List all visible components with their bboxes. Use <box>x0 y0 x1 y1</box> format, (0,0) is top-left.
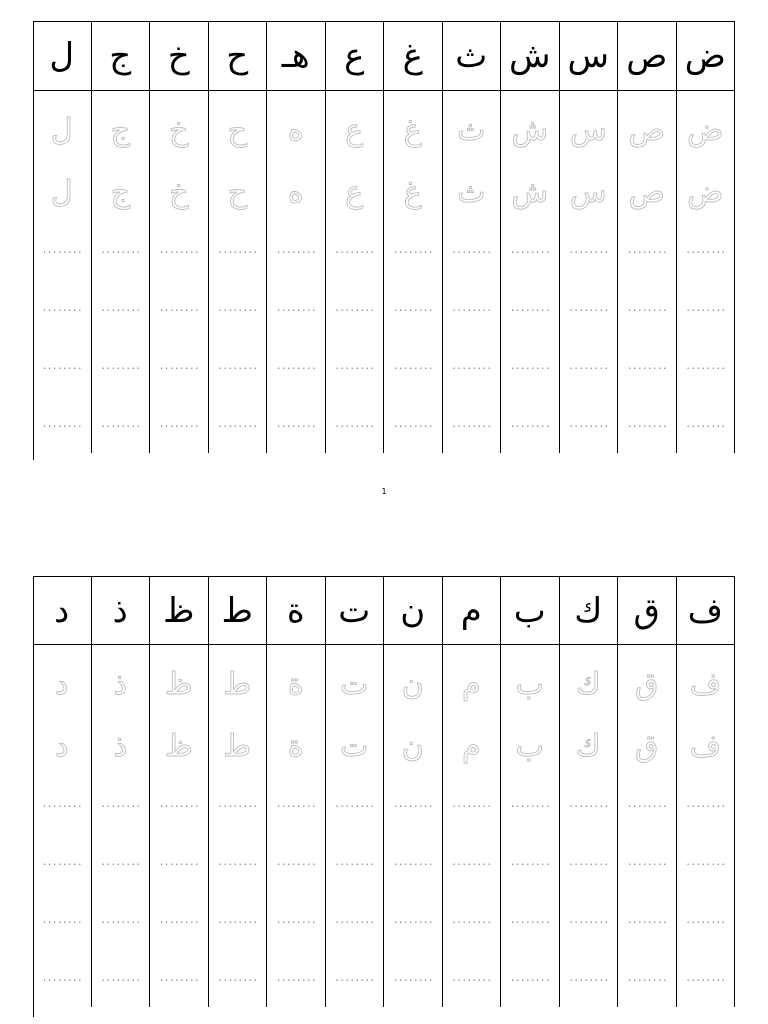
writing-blank-cell[interactable]: ........ <box>33 833 92 891</box>
writing-blank-cell[interactable]: ........ <box>560 395 619 453</box>
writing-row <box>34 337 735 395</box>
writing-blank-cell[interactable]: ........ <box>209 337 268 395</box>
trace-letter-cell[interactable]: ح <box>209 163 268 221</box>
writing-blank-cell[interactable]: ........ <box>326 775 385 833</box>
trace-letter-cell[interactable]: خ <box>150 163 209 221</box>
writing-row <box>34 279 735 337</box>
writing-blank-cell[interactable]: ........ <box>33 891 92 949</box>
writing-blank-cell[interactable]: ........ <box>267 279 326 337</box>
writing-blank-cell[interactable]: ........ <box>677 775 736 833</box>
header-row <box>34 577 735 645</box>
trace-letter-cell[interactable]: ض <box>677 163 736 221</box>
trace-letter-cell[interactable]: ش <box>501 163 560 221</box>
writing-blank-cell[interactable]: ........ <box>33 395 92 453</box>
writing-blank-cell[interactable]: ........ <box>384 395 443 453</box>
trace-letter-cell[interactable]: م <box>443 645 502 717</box>
trace-letter-cell[interactable]: م <box>443 717 502 775</box>
writing-blank-cell[interactable]: ........ <box>326 891 385 949</box>
trace-letter-cell[interactable]: ل <box>33 163 92 221</box>
writing-blank-cell[interactable]: ........ <box>150 833 209 891</box>
writing-blank-cell[interactable]: ........ <box>501 337 560 395</box>
trace-letter-cell[interactable]: ص <box>618 163 677 221</box>
letter-header-cell: س <box>560 22 619 90</box>
writing-row <box>34 775 735 833</box>
trace-letter-cell[interactable]: ف <box>677 645 736 717</box>
writing-blank-cell[interactable]: ........ <box>443 279 502 337</box>
trace-letter-cell[interactable]: ك <box>560 645 619 717</box>
letter-header-cell: ح <box>209 22 268 90</box>
writing-blank-cell[interactable]: ........ <box>501 395 560 453</box>
letter-header-cell: ص <box>618 22 677 90</box>
writing-blank-cell[interactable]: ........ <box>150 395 209 453</box>
writing-row <box>34 395 735 453</box>
writing-blank-cell[interactable]: ........ <box>560 279 619 337</box>
writing-blank-cell[interactable]: ........ <box>209 395 268 453</box>
trace-letter-cell[interactable]: ق <box>618 645 677 717</box>
trace-letter-cell[interactable]: ب <box>501 645 560 717</box>
writing-blank-cell[interactable]: ........ <box>33 279 92 337</box>
writing-blank-cell[interactable]: ........ <box>384 833 443 891</box>
trace-letter-cell[interactable]: ظ <box>150 717 209 775</box>
trace-letter-cell[interactable]: ذ <box>92 645 151 717</box>
trace-row <box>34 717 735 775</box>
trace-letter-cell[interactable]: ج <box>92 163 151 221</box>
writing-blank-cell[interactable]: ........ <box>384 949 443 1007</box>
writing-blank-cell[interactable]: ........ <box>209 279 268 337</box>
writing-blank-cell[interactable]: ........ <box>677 279 736 337</box>
writing-blank-cell[interactable]: ........ <box>92 891 151 949</box>
writing-blank-cell[interactable]: ........ <box>92 337 151 395</box>
letter-header-cell: ث <box>443 22 502 90</box>
writing-blank-cell[interactable]: ........ <box>384 337 443 395</box>
trace-letter-cell[interactable]: ع <box>326 163 385 221</box>
trace-letter-cell[interactable]: ص <box>618 91 677 163</box>
writing-blank-cell[interactable]: ........ <box>560 949 619 1007</box>
trace-letter-cell[interactable]: س <box>560 163 619 221</box>
trace-letter-cell[interactable]: ه <box>267 163 326 221</box>
writing-blank-cell[interactable]: ........ <box>618 395 677 453</box>
trace-letter-cell[interactable]: د <box>33 645 92 717</box>
writing-blank-cell[interactable]: ........ <box>618 949 677 1007</box>
writing-blank-cell[interactable]: ........ <box>501 833 560 891</box>
writing-blank-cell[interactable]: ........ <box>33 221 92 279</box>
page-number: 1 <box>381 487 387 496</box>
writing-blank-cell[interactable]: ........ <box>267 221 326 279</box>
writing-blank-cell[interactable]: ........ <box>618 279 677 337</box>
writing-blank-cell[interactable]: ........ <box>443 949 502 1007</box>
writing-row <box>34 891 735 949</box>
trace-letter-cell[interactable]: ط <box>209 645 268 717</box>
trace-letter-cell[interactable]: ه <box>267 91 326 163</box>
writing-blank-cell[interactable]: ........ <box>209 891 268 949</box>
writing-blank-cell[interactable]: ........ <box>501 279 560 337</box>
writing-blank-cell[interactable]: ........ <box>443 891 502 949</box>
writing-blank-cell[interactable]: ........ <box>33 949 92 1007</box>
trace-letter-cell[interactable]: ة <box>267 717 326 775</box>
writing-blank-cell[interactable]: ........ <box>560 775 619 833</box>
writing-blank-cell[interactable]: ........ <box>267 337 326 395</box>
letter-header-cell: ك <box>560 577 619 644</box>
letter-header-cell: ض <box>677 22 736 90</box>
writing-blank-cell[interactable]: ........ <box>384 279 443 337</box>
writing-blank-cell[interactable]: ........ <box>501 221 560 279</box>
writing-blank-cell[interactable]: ........ <box>209 221 268 279</box>
trace-letter-cell[interactable]: ن <box>384 717 443 775</box>
trace-letter-cell[interactable]: ح <box>209 91 268 163</box>
writing-blank-cell[interactable]: ........ <box>677 833 736 891</box>
writing-blank-cell[interactable]: ........ <box>677 337 736 395</box>
trace-letter-cell[interactable]: ل <box>33 91 92 163</box>
trace-row <box>34 163 735 221</box>
writing-blank-cell[interactable]: ........ <box>443 395 502 453</box>
writing-blank-cell[interactable]: ........ <box>150 775 209 833</box>
writing-blank-cell[interactable]: ........ <box>560 891 619 949</box>
trace-letter-cell[interactable]: خ <box>150 91 209 163</box>
writing-blank-cell[interactable]: ........ <box>501 949 560 1007</box>
writing-blank-cell[interactable]: ........ <box>92 833 151 891</box>
letter-header-cell: م <box>443 577 502 644</box>
trace-letter-cell[interactable]: ع <box>326 91 385 163</box>
letter-header-cell: ذ <box>92 577 151 644</box>
writing-blank-cell[interactable]: ........ <box>443 337 502 395</box>
writing-blank-cell[interactable]: ........ <box>267 775 326 833</box>
writing-blank-cell[interactable]: ........ <box>618 833 677 891</box>
writing-blank-cell[interactable]: ........ <box>92 221 151 279</box>
writing-blank-cell[interactable]: ........ <box>677 395 736 453</box>
bottom-practice-table <box>33 576 735 1017</box>
letter-header-cell: ف <box>677 577 736 644</box>
writing-blank-cell[interactable]: ........ <box>443 833 502 891</box>
writing-blank-cell[interactable]: ........ <box>326 833 385 891</box>
letter-header-cell: ن <box>384 577 443 644</box>
writing-row <box>34 949 735 1007</box>
top-practice-table <box>33 21 735 460</box>
writing-blank-cell[interactable]: ........ <box>677 891 736 949</box>
trace-row <box>34 645 735 717</box>
letter-header-cell: هـ <box>267 22 326 90</box>
writing-blank-cell[interactable]: ........ <box>560 221 619 279</box>
writing-blank-cell[interactable]: ........ <box>267 395 326 453</box>
writing-blank-cell[interactable]: ........ <box>677 949 736 1007</box>
writing-blank-cell[interactable]: ........ <box>560 337 619 395</box>
writing-blank-cell[interactable]: ........ <box>501 775 560 833</box>
writing-blank-cell[interactable]: ........ <box>326 395 385 453</box>
letter-header-cell: غ <box>384 22 443 90</box>
writing-blank-cell[interactable]: ........ <box>618 891 677 949</box>
trace-letter-cell[interactable]: ش <box>501 91 560 163</box>
trace-letter-cell[interactable]: غ <box>384 91 443 163</box>
writing-blank-cell[interactable]: ........ <box>326 221 385 279</box>
writing-blank-cell[interactable]: ........ <box>618 337 677 395</box>
writing-blank-cell[interactable]: ........ <box>618 221 677 279</box>
writing-blank-cell[interactable]: ........ <box>618 775 677 833</box>
letter-header-cell: ت <box>326 577 385 644</box>
writing-blank-cell[interactable]: ........ <box>92 395 151 453</box>
letter-header-cell: ش <box>501 22 560 90</box>
trace-row <box>34 91 735 163</box>
trace-letter-cell[interactable]: ت <box>326 717 385 775</box>
trace-letter-cell[interactable]: ت <box>326 645 385 717</box>
writing-blank-cell[interactable]: ........ <box>384 775 443 833</box>
writing-blank-cell[interactable]: ........ <box>384 891 443 949</box>
writing-blank-cell[interactable]: ........ <box>209 949 268 1007</box>
letter-header-cell: ج <box>92 22 151 90</box>
trace-letter-cell[interactable]: د <box>33 717 92 775</box>
writing-blank-cell[interactable]: ........ <box>33 337 92 395</box>
letter-header-cell: ط <box>209 577 268 644</box>
writing-blank-cell[interactable]: ........ <box>150 891 209 949</box>
trace-letter-cell[interactable]: ث <box>443 91 502 163</box>
writing-blank-cell[interactable]: ........ <box>209 833 268 891</box>
trace-letter-cell[interactable]: ة <box>267 645 326 717</box>
trace-letter-cell[interactable]: ض <box>677 91 736 163</box>
writing-blank-cell[interactable]: ........ <box>33 775 92 833</box>
trace-letter-cell[interactable]: س <box>560 91 619 163</box>
trace-letter-cell[interactable]: ف <box>677 717 736 775</box>
letter-header-cell: ب <box>501 577 560 644</box>
writing-blank-cell[interactable]: ........ <box>326 337 385 395</box>
writing-blank-cell[interactable]: ........ <box>150 279 209 337</box>
trace-letter-cell[interactable]: ظ <box>150 645 209 717</box>
writing-blank-cell[interactable]: ........ <box>326 279 385 337</box>
writing-blank-cell[interactable]: ........ <box>92 279 151 337</box>
header-row <box>34 22 735 91</box>
writing-blank-cell[interactable]: ........ <box>326 949 385 1007</box>
trace-letter-cell[interactable]: غ <box>384 163 443 221</box>
trace-letter-cell[interactable]: ب <box>501 717 560 775</box>
writing-blank-cell[interactable]: ........ <box>384 221 443 279</box>
writing-blank-cell[interactable]: ........ <box>150 337 209 395</box>
writing-blank-cell[interactable]: ........ <box>677 221 736 279</box>
trace-letter-cell[interactable]: ث <box>443 163 502 221</box>
letter-header-cell: ظ <box>150 577 209 644</box>
trace-letter-cell[interactable]: ذ <box>92 717 151 775</box>
writing-blank-cell[interactable]: ........ <box>209 775 268 833</box>
writing-blank-cell[interactable]: ........ <box>267 833 326 891</box>
writing-row <box>34 833 735 891</box>
writing-blank-cell[interactable]: ........ <box>150 221 209 279</box>
writing-blank-cell[interactable]: ........ <box>443 775 502 833</box>
writing-blank-cell[interactable]: ........ <box>267 949 326 1007</box>
trace-letter-cell[interactable]: ط <box>209 717 268 775</box>
trace-letter-cell[interactable]: ن <box>384 645 443 717</box>
writing-blank-cell[interactable]: ........ <box>150 949 209 1007</box>
trace-letter-cell[interactable]: ك <box>560 717 619 775</box>
writing-blank-cell[interactable]: ........ <box>560 833 619 891</box>
trace-letter-cell[interactable]: ق <box>618 717 677 775</box>
letter-header-cell: ل <box>33 22 92 90</box>
letter-header-cell: ق <box>618 577 677 644</box>
letter-header-cell: ع <box>326 22 385 90</box>
writing-blank-cell[interactable]: ........ <box>501 891 560 949</box>
writing-blank-cell[interactable]: ........ <box>443 221 502 279</box>
letter-header-cell: د <box>33 577 92 644</box>
writing-blank-cell[interactable]: ........ <box>267 891 326 949</box>
writing-row <box>34 221 735 279</box>
trace-letter-cell[interactable]: ج <box>92 91 151 163</box>
writing-blank-cell[interactable]: ........ <box>92 949 151 1007</box>
letter-header-cell: ة <box>267 577 326 644</box>
writing-blank-cell[interactable]: ........ <box>92 775 151 833</box>
letter-header-cell: خ <box>150 22 209 90</box>
